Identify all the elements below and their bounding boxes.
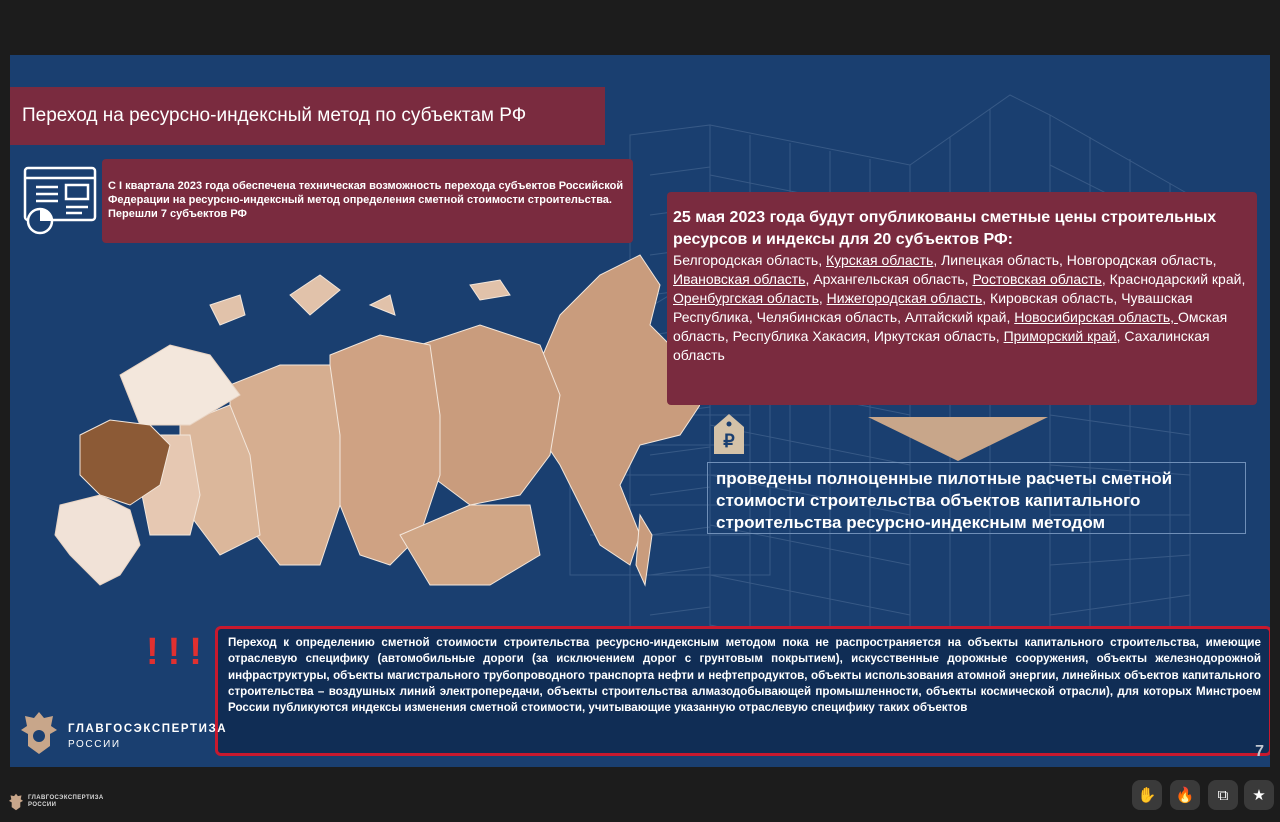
- map-island-sakhalin: [636, 515, 652, 585]
- favorite-button[interactable]: [1244, 780, 1274, 810]
- publication-headline: 25 мая 2023 года будут опубликованы сметные цены строительных ресурсов и индексы для 20 субъектов РФ:: [673, 209, 1217, 248]
- app-branding: [8, 793, 104, 811]
- slide-title: Переход на ресурсно-индексный метод по субъектам РФ: [10, 87, 605, 145]
- ruble-tag-icon: [713, 413, 745, 455]
- map-islands-north: [210, 275, 510, 325]
- region-text: Белгородская область,: [673, 252, 827, 268]
- logo-subtitle: РОССИИ: [68, 739, 121, 750]
- presentation-slide: [10, 55, 1270, 767]
- hand-icon: ✋: [1137, 787, 1157, 804]
- app-logo-title: ГЛАВГОСЭКСПЕРТИЗА: [28, 795, 104, 801]
- region-text: , Краснодарский край,: [1101, 271, 1246, 287]
- region-text: , Архангельская область,: [805, 271, 973, 287]
- sector-exceptions-warning: Переход к определению сметной стоимости строительства ресурсно-индексным методом пока не распространяется на объекты капитального строительства, имеющие отраслевую специфику (автомобильные дороги (за исключением дорог с грунтовым покрытием), искусственные дорожные сооружения, объекты железнодорожной инфраструктуры, объекты магистрального трубопроводного транспорта нефти и нефтепродуктов, объекты использования атомной энергии, линейных объектов капитального строительства – воздушных линий электропередачи, объекты строительства алмазодобывающей промышленности, объекты космической отрасли), для которых Минстроем России публикуются индексы изменения сметной стоимости, учитывающие указанную отраслевую специфику таких объектов: [215, 626, 1270, 756]
- region-name-underlined: Приморский край: [1003, 328, 1117, 344]
- raise-hand-button[interactable]: [1132, 780, 1162, 810]
- russia-regions-map: [40, 235, 700, 625]
- region-name-underlined: Ивановская область: [673, 271, 806, 287]
- down-arrow-icon: [868, 417, 1048, 461]
- app-logo-subtitle: РОССИИ: [28, 802, 57, 808]
- region-name-underlined: Нижегородская область: [826, 290, 983, 306]
- map-region-south: [55, 495, 140, 585]
- eagle-emblem-icon: [20, 710, 58, 756]
- region-text: , Кировская область, Чувашская Республика, Челябинская область, Алтайский край,: [673, 290, 1193, 325]
- price-publication-box: [667, 192, 1257, 405]
- pip-icon: ⧉: [1217, 786, 1229, 804]
- region-name-underlined: Новосибирская область,: [1014, 309, 1178, 325]
- dashboard-icon: [22, 165, 98, 235]
- region-name-underlined: Ростовская область: [972, 271, 1102, 287]
- page-number: 7: [1255, 743, 1264, 760]
- organization-logo-text: [68, 722, 227, 752]
- region-name-underlined: Оренбургская область: [673, 290, 819, 306]
- reactions-button[interactable]: [1170, 780, 1200, 810]
- star-icon: ★: [1252, 787, 1266, 804]
- picture-in-picture-button[interactable]: [1208, 780, 1238, 810]
- region-name-underlined: Курская область: [826, 252, 934, 268]
- exclamation-marks: !!!: [146, 631, 211, 673]
- region-text: ,: [818, 290, 827, 306]
- region-text: , Сахалинская область: [673, 328, 1210, 363]
- eagle-emblem-icon: [8, 793, 24, 811]
- region-text: , Липецкая область, Новгородская область,: [933, 252, 1217, 268]
- regions-list: [673, 251, 1247, 365]
- logo-title: ГЛАВГОСЭКСПЕРТИЗА: [68, 723, 228, 735]
- transition-info-box: С I квартала 2023 года обеспечена техническая возможность перехода субъектов Российской Федерации на ресурсно-индексный метод определения сметной стоимости строительства. Перешли 7 субъектов РФ: [102, 159, 633, 243]
- pilot-calculations-box: проведены полноценные пилотные расчеты сметной стоимости строительства объектов капитального строительства ресурсно-индексным методом: [707, 462, 1246, 534]
- region-text: Омская область, Республика Хакасия, Иркутская область,: [673, 309, 1228, 344]
- flame-icon: 🔥: [1175, 787, 1195, 804]
- svg-text:₽: ₽: [723, 431, 735, 451]
